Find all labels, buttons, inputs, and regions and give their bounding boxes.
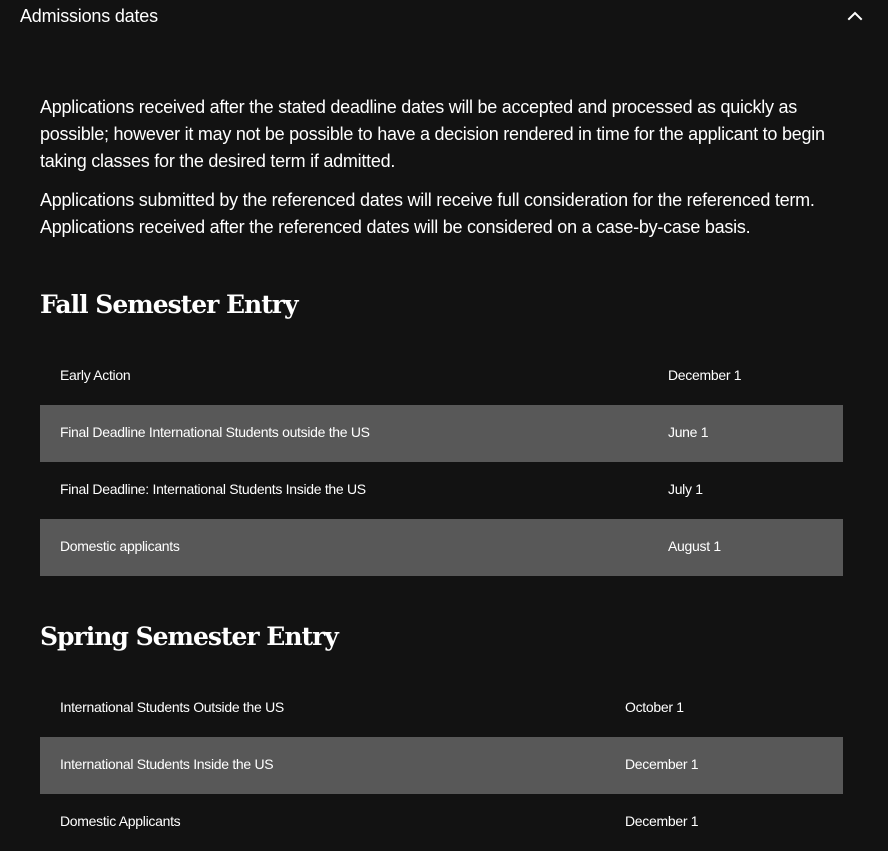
row-label: Final Deadline International Students outside the US (60, 424, 370, 440)
fall-dates-table (40, 348, 843, 576)
row-date: July 1 (668, 481, 703, 497)
row-label: Domestic Applicants (60, 813, 181, 829)
row-label: International Students Outside the US (60, 699, 284, 715)
row-date: December 1 (625, 756, 699, 772)
spring-dates-table (40, 680, 843, 851)
row-date: August 1 (668, 538, 721, 554)
row-date: December 1 (668, 367, 742, 383)
table-row (40, 348, 843, 405)
intro-paragraph: Applications submitted by the referenced dates will receive full consideration for the referenced term. Applications received after the referenced dates will be considered on a case-by-case basis. (40, 190, 815, 237)
table-row (40, 405, 843, 462)
row-date: December 1 (625, 813, 699, 829)
table-row (40, 737, 843, 794)
intro-paragraph: Applications received after the stated deadline dates will be accepted and processed as quickly as possible; however it may not be possible to have a decision rendered in time for the applicant to begin taking classes for the desired term if admitted. (40, 97, 825, 171)
table-row (40, 462, 843, 519)
row-date: June 1 (668, 424, 709, 440)
row-date: October 1 (625, 699, 684, 715)
row-label: Early Action (60, 367, 131, 383)
accordion-title: Admissions dates (20, 6, 158, 26)
table-row (40, 680, 843, 737)
row-label: Domestic applicants (60, 538, 180, 554)
fall-semester-heading: Fall Semester Entry (40, 290, 298, 319)
intro-text (40, 94, 855, 253)
chevron-up-icon[interactable] (846, 7, 864, 25)
spring-semester-heading: Spring Semester Entry (40, 622, 338, 651)
table-row (40, 519, 843, 576)
row-label: Final Deadline: International Students Inside the US (60, 481, 366, 497)
admissions-dates-accordion-toggle[interactable] (0, 0, 888, 34)
table-row (40, 794, 843, 851)
row-label: International Students Inside the US (60, 756, 274, 772)
